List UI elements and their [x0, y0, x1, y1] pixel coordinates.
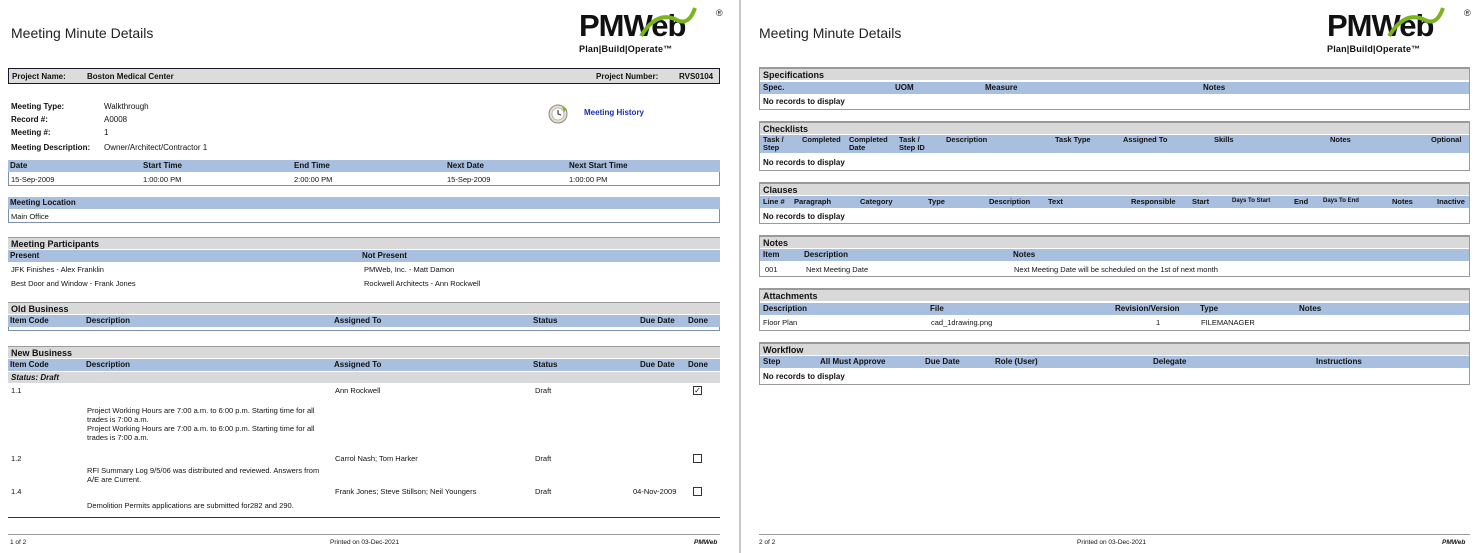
col-due-date: Due Date: [925, 357, 960, 366]
col-notes: Notes: [1330, 135, 1351, 144]
no-records-text: No records to display: [763, 372, 845, 381]
col-notes: Notes: [1299, 304, 1322, 313]
checklists-title: Checklists: [760, 122, 1469, 134]
col-assigned-to: Assigned To: [334, 316, 382, 325]
logo-tagline: Plan|Build|Operate™: [579, 44, 673, 54]
col-instructions: Instructions: [1316, 357, 1362, 366]
col-completed: Completed: [802, 135, 841, 144]
page-number: 1 of 2: [10, 539, 27, 546]
item-status: Draft: [535, 386, 552, 395]
col-description: Description: [946, 135, 988, 144]
item-description: Project Working Hours are 7:00 a.m. to 6:00 p.m. Starting time for all trades is 7:00 a.m.: [87, 406, 315, 424]
col-paragraph: Paragraph: [794, 197, 832, 206]
schedule-start-time: 1:00:00 PM: [143, 175, 182, 184]
new-business-section-title: New Business: [8, 346, 720, 358]
item-assigned: Ann Rockwell: [335, 386, 381, 395]
no-records-text: No records to display: [763, 212, 845, 221]
printed-date: Printed on 03-Dec-2021: [330, 539, 400, 546]
col-end: End: [1294, 197, 1309, 206]
schedule-next-start-time: 1:00:00 PM: [569, 175, 608, 184]
present-item: Best Door and Window - Frank Jones: [11, 279, 136, 288]
meeting-type-value: Walkthrough: [104, 102, 149, 111]
col-file: File: [930, 304, 944, 313]
col-spec: Spec.: [763, 83, 785, 92]
project-name-label: Project Name:: [12, 72, 66, 81]
notes-header: [760, 249, 1469, 261]
page-title: Meeting Minute Details: [11, 25, 154, 41]
page-title: Meeting Minute Details: [759, 25, 902, 41]
old-business-section-title: Old Business: [8, 302, 720, 314]
col-completed-date: Completed Date: [849, 135, 888, 152]
schedule-header: [8, 160, 720, 172]
logo-wordmark: PMWeb: [579, 8, 686, 43]
col-notes: Notes: [1013, 250, 1036, 259]
done-checkbox[interactable]: [693, 487, 702, 496]
col-notes: Notes: [1392, 197, 1413, 206]
report-page-1: [0, 0, 739, 553]
col-start-time: Start Time: [143, 161, 182, 170]
col-due-date: Due Date: [640, 316, 675, 325]
item-description: RFI Summary Log 9/5/06 was distributed and reviewed. Answers from A/E are Current.: [87, 466, 320, 484]
new-business-header: [8, 359, 720, 371]
col-description: Description: [763, 304, 808, 313]
item-code: 1.2: [11, 454, 22, 463]
meeting-history-icon[interactable]: [547, 103, 569, 125]
note-text: Next Meeting Date will be scheduled on the 1st of next month: [1014, 265, 1218, 274]
col-done: Done: [688, 316, 708, 325]
done-checkbox-checked[interactable]: ✓: [694, 386, 701, 395]
meeting-description-label: Meeting Description:: [11, 143, 91, 152]
location-value: Main Office: [11, 212, 49, 221]
schedule-end-time: 2:00:00 PM: [294, 175, 333, 184]
col-status: Status: [533, 316, 558, 325]
project-number-value: RVS0104: [679, 72, 714, 81]
col-present: Present: [10, 251, 40, 260]
attachments-header: [760, 303, 1469, 315]
not-present-item: Rockwell Architects - Ann Rockwell: [364, 279, 481, 288]
note-description: Next Meeting Date: [806, 265, 869, 274]
project-number-label: Project Number:: [596, 72, 659, 81]
record-value: A0008: [104, 115, 128, 124]
attachment-type: FILEMANAGER: [1201, 318, 1255, 327]
meeting-type-label: Meeting Type:: [11, 102, 65, 111]
meeting-number-label: Meeting #:: [11, 128, 51, 137]
col-description: Description: [804, 250, 849, 259]
col-assigned-to: Assigned To: [334, 360, 382, 369]
notes-title: Notes: [760, 236, 1469, 248]
old-business-header: [8, 315, 720, 327]
col-type: Type: [1200, 304, 1219, 313]
col-delegate: Delegate: [1153, 357, 1187, 366]
checklists-header: [760, 135, 1469, 153]
present-item: JFK Finishes - Alex Franklin: [11, 265, 104, 274]
col-item-code: Item Code: [10, 316, 49, 325]
attachments-title: Attachments: [760, 289, 1469, 301]
col-category: Category: [860, 197, 893, 206]
status-group-header: Status: Draft: [8, 372, 720, 383]
old-business-empty-box: [8, 327, 720, 331]
item-status: Draft: [535, 454, 552, 463]
col-all-must-approve: All Must Approve: [820, 357, 886, 366]
col-role-user: Role (User): [995, 357, 1038, 366]
item-assigned: Carrol Nash; Tom Harker: [335, 454, 418, 463]
location-header-label: Meeting Location: [10, 198, 76, 207]
footer-rule: [759, 534, 1470, 535]
col-assigned-to: Assigned To: [1123, 135, 1168, 144]
section-end-rule: [8, 517, 720, 518]
col-days-to-end: Days To End: [1323, 198, 1359, 204]
col-next-date: Next Date: [447, 161, 484, 170]
clauses-header: [760, 196, 1469, 208]
schedule-date: 15-Sep-2009: [11, 175, 55, 184]
attachment-revision: 1: [1156, 318, 1161, 327]
col-type: Type: [928, 197, 945, 206]
col-text: Text: [1048, 197, 1063, 206]
attachment-description: Floor Plan: [763, 318, 798, 327]
no-records-text: No records to display: [763, 158, 845, 167]
col-responsible: Responsible: [1131, 197, 1176, 206]
col-measure: Measure: [985, 83, 1018, 92]
project-bar: [8, 68, 720, 84]
col-start: Start: [1192, 197, 1210, 206]
page-number: 2 of 2: [759, 539, 776, 546]
col-date: Date: [10, 161, 28, 170]
item-code: 1.4: [11, 487, 22, 496]
col-inactive: Inactive: [1437, 197, 1465, 206]
col-status: Status: [533, 360, 558, 369]
col-days-to-start: Days To Start: [1232, 198, 1271, 204]
col-done: Done: [688, 360, 708, 369]
meeting-number-value: 1: [104, 128, 109, 137]
clauses-title: Clauses: [760, 183, 1469, 195]
footer-brand: PMWeb: [694, 539, 718, 546]
logo-tagline: Plan|Build|Operate™: [1327, 44, 1421, 54]
item-description-repeat: Project Working Hours are 7:00 a.m. to 6:00 p.m. Starting time for all trades is 7:00 a.m.: [87, 424, 315, 442]
specifications-title: Specifications: [760, 68, 1469, 80]
item-assigned: Frank Jones; Steve Stillson; Neil Youngers: [335, 487, 477, 496]
participants-header: [8, 250, 720, 262]
pmweb-logo: [1327, 8, 1477, 58]
item-description: Demolition Permits applications are submitted for282 and 290.: [87, 501, 294, 510]
workflow-header: [760, 356, 1469, 368]
printed-date: Printed on 03-Dec-2021: [1077, 539, 1147, 546]
logo-registered-mark: ®: [716, 8, 723, 18]
note-item: 001: [765, 265, 778, 274]
project-name-value: Boston Medical Center: [87, 72, 174, 81]
schedule-next-date: 15-Sep-2009: [447, 175, 491, 184]
col-item: Item: [763, 250, 780, 259]
footer-brand: PMWeb: [1442, 539, 1466, 546]
no-records-text: No records to display: [763, 97, 845, 106]
location-header: [8, 197, 720, 209]
logo-swoosh-icon: [637, 6, 697, 42]
report-page-2: [741, 0, 1484, 553]
logo-swoosh-icon: [1385, 6, 1445, 42]
col-description: Description: [989, 197, 1031, 206]
col-not-present: Not Present: [362, 251, 407, 260]
item-status: Draft: [535, 487, 552, 496]
col-next-start-time: Next Start Time: [569, 161, 628, 170]
record-label: Record #:: [11, 115, 48, 124]
col-uom: UOM: [895, 83, 914, 92]
col-end-time: End Time: [294, 161, 330, 170]
footer-rule: [8, 534, 720, 535]
col-description: Description: [86, 360, 131, 369]
item-code: 1.1: [11, 386, 22, 395]
col-task-step-id: Task / Step ID: [899, 135, 925, 152]
specifications-header: [760, 82, 1469, 94]
col-item-code: Item Code: [10, 360, 49, 369]
pmweb-logo: [579, 8, 729, 58]
logo-registered-mark: ®: [1464, 8, 1471, 18]
schedule-row-box: [8, 172, 720, 186]
not-present-item: PMWeb, Inc. - Matt Damon: [364, 265, 455, 274]
item-due-date: 04-Nov-2009: [633, 487, 677, 496]
logo-wordmark: PMWeb: [1327, 8, 1434, 43]
col-optional: Optional: [1431, 135, 1462, 144]
workflow-title: Workflow: [760, 343, 1469, 355]
col-skills: Skills: [1214, 135, 1234, 144]
col-task-type: Task Type: [1055, 135, 1091, 144]
col-due-date: Due Date: [640, 360, 675, 369]
meeting-description-value: Owner/Architect/Contractor 1: [104, 143, 208, 152]
participants-section-title: Meeting Participants: [8, 237, 720, 249]
done-checkbox[interactable]: [693, 454, 702, 463]
meeting-history-link[interactable]: Meeting History: [584, 108, 645, 117]
col-task-step: Task / Step: [763, 135, 784, 152]
location-row-box: [8, 209, 720, 223]
col-revision: Revision/Version: [1115, 304, 1180, 313]
col-notes: Notes: [1203, 83, 1226, 92]
attachment-file-link[interactable]: cad_1drawing.png: [931, 318, 993, 327]
col-line-number: Line #: [763, 197, 785, 206]
col-description: Description: [86, 316, 131, 325]
col-step: Step: [763, 357, 781, 366]
